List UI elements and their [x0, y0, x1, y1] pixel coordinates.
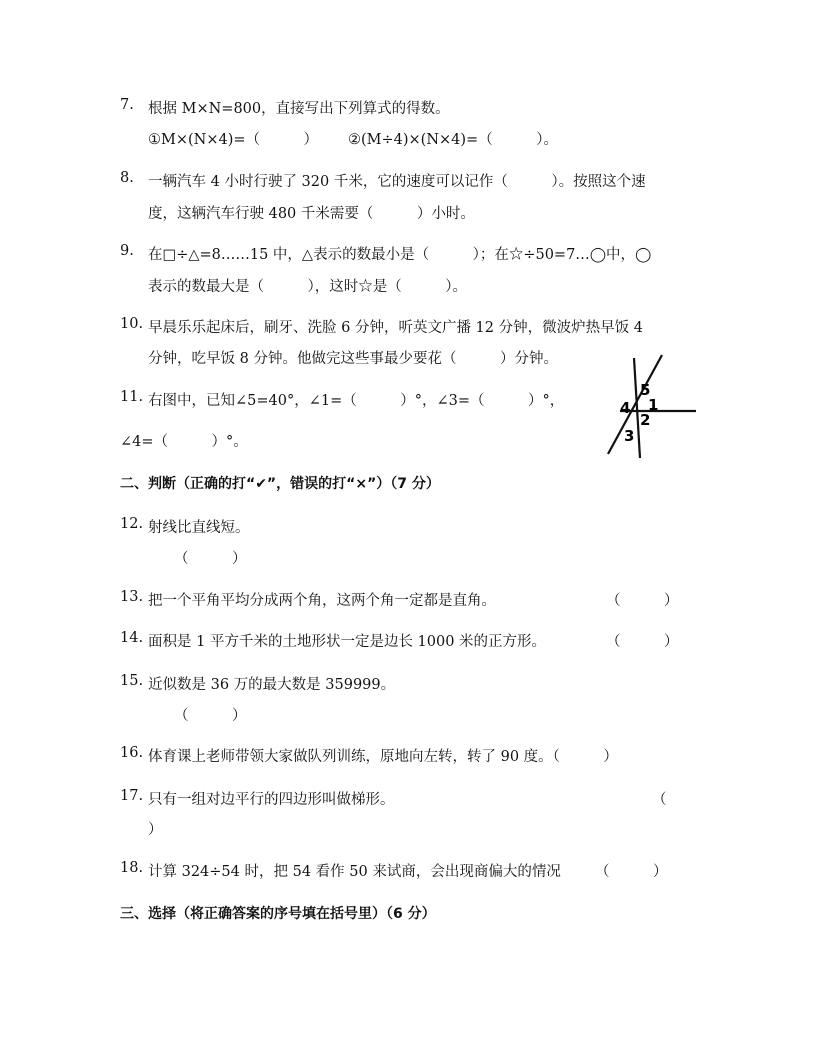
question-number: 11. — [120, 389, 144, 405]
answer-paren: （ ） — [595, 864, 668, 880]
question-number: 10. — [120, 316, 144, 332]
vertical-line — [634, 358, 640, 458]
question-number: 12. — [120, 516, 144, 532]
question-text-line-2: ∠4=（ ）°。 — [120, 434, 248, 450]
question-number: 13. — [120, 589, 144, 605]
question-part-2: ②(M÷4)×(N×4)=（ ）。 — [348, 132, 558, 148]
question-text-line-1: 在□÷△=8……15 中，△表示的数最小是（ ）；在☆÷50=7…◯中，◯ — [148, 247, 652, 263]
angle-figure — [600, 350, 700, 460]
answer-paren: （ ） — [174, 708, 247, 724]
angle-label-1: 1 — [648, 396, 659, 414]
answer-paren: （ ） — [174, 551, 247, 567]
answer-paren: （ ） — [606, 593, 679, 609]
question-text-line-2: 表示的数最大是（ ），这时☆是（ ）。 — [148, 279, 467, 295]
question-text: 根据 M×N=800，直接写出下列算式的得数。 — [148, 101, 450, 117]
question-number: 7. — [120, 97, 134, 113]
question-text: 近似数是 36 万的最大数是 359999。 — [148, 677, 396, 693]
question-text: 体育课上老师带领大家做队列训练，原地向左转，转了 90 度。（ ） — [148, 749, 618, 765]
question-text-line-1: 早晨乐乐起床后，刷牙、洗脸 6 分钟，听英文广播 12 分钟，微波炉热早饭 4 — [148, 320, 643, 336]
question-number: 9. — [120, 243, 134, 259]
angle-label-3: 3 — [624, 427, 635, 445]
question-number: 17. — [120, 788, 144, 804]
question-text-line-2: 分钟，吃早饭 8 分钟。他做完这些事最少要花（ ）分钟。 — [148, 351, 558, 367]
angle-label-2: 2 — [640, 411, 651, 429]
question-number: 14. — [120, 630, 144, 646]
question-text-line-1: 右图中，已知∠5=40°，∠1=（ ）°，∠3=（ ）°， — [148, 393, 565, 409]
angle-label-4: 4 — [620, 399, 631, 417]
question-text: 射线比直线短。 — [148, 520, 250, 536]
question-part-1: ①M×(N×4)=（ ） — [148, 132, 319, 148]
question-number: 15. — [120, 673, 144, 689]
question-text: 计算 324÷54 时，把 54 看作 50 来试商，会出现商偏大的情况 — [148, 864, 561, 880]
angle-label-5: 5 — [640, 381, 651, 399]
question-text-line-2: 度，这辆汽车行驶 480 千米需要（ ）小时。 — [148, 206, 475, 222]
question-text: 面积是 1 平方千米的土地形状一定是边长 1000 米的正方形。 — [148, 634, 547, 650]
answer-paren: （ ） — [606, 634, 679, 650]
section-2-heading: 二、判断（正确的打“✔”，错误的打“×”）（7 分） — [120, 476, 440, 492]
question-text-line-1: 一辆汽车 4 小时行驶了 320 千米，它的速度可以记作（ ）。按照这个速 — [148, 174, 646, 190]
answer-paren-open: （ — [652, 792, 667, 808]
question-text: 把一个平角平均分成两个角，这两个角一定都是直角。 — [148, 593, 496, 609]
question-text: 只有一组对边平行的四边形叫做梯形。 — [148, 792, 395, 808]
question-number: 18. — [120, 860, 144, 876]
answer-paren-close: ） — [148, 822, 163, 838]
question-number: 8. — [120, 170, 134, 186]
question-number: 16. — [120, 745, 144, 761]
section-3-heading: 三、选择（将正确答案的序号填在括号里）（6 分） — [120, 906, 436, 922]
